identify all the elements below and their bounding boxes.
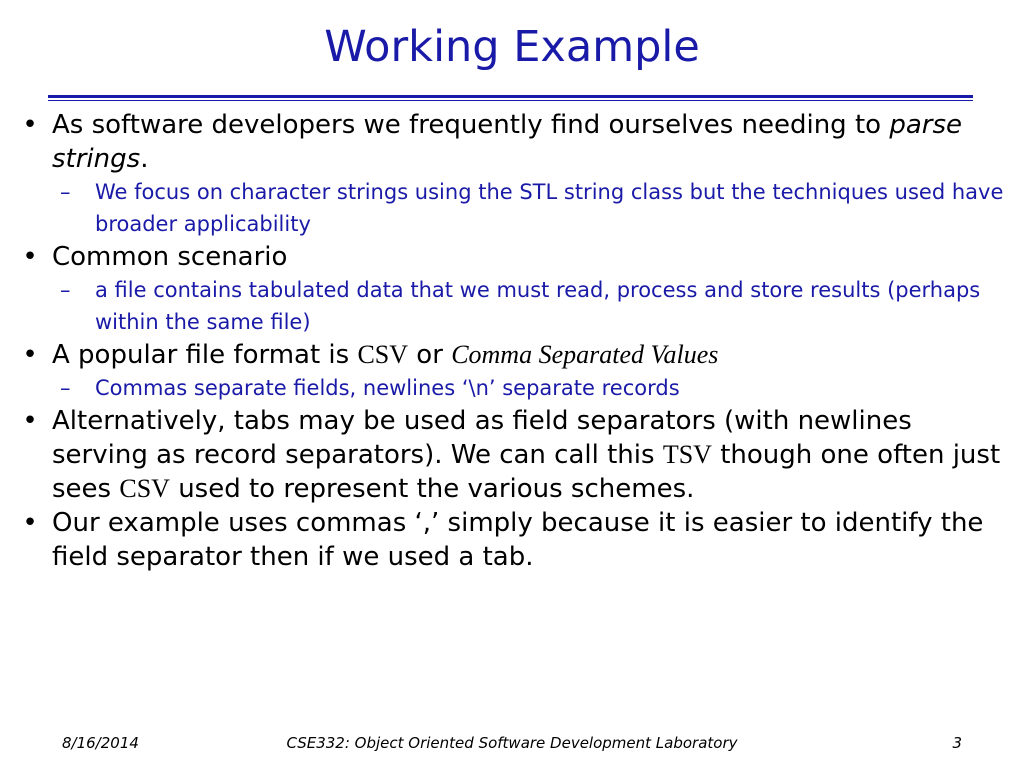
bullet-text: though one often just sees bbox=[52, 440, 1001, 504]
bullet-csv-format bbox=[20, 338, 1010, 372]
sub-bullet-text: Commas separate fields, newlines ‘\n’ separate records bbox=[95, 376, 680, 400]
sub-bullet-glyph: – bbox=[60, 278, 71, 302]
csv-term: CSV bbox=[119, 474, 170, 503]
footer-course-title: CSE332: Object Oriented Software Development Laboratory bbox=[286, 734, 738, 752]
bullet-text: Alternatively, tabs may be used as field separators (with newlines serving as record separators). We can call this bbox=[52, 406, 912, 470]
bullet-glyph: • bbox=[22, 406, 38, 436]
bullet-glyph: • bbox=[22, 242, 38, 272]
sub-bullet-text: a file contains tabulated data that we must read, process and store results (perhaps within the same file) bbox=[95, 278, 981, 334]
bullet-parse-strings bbox=[20, 108, 1010, 176]
sub-bullet-glyph: – bbox=[60, 180, 71, 204]
bullet-tsv-alternative bbox=[20, 404, 1010, 506]
csv-term: CSV bbox=[357, 340, 409, 369]
bullet-glyph: • bbox=[22, 110, 38, 140]
bullet-glyph: • bbox=[22, 508, 38, 538]
sub-bullet-tabulated-data bbox=[20, 274, 1010, 338]
bullet-common-scenario bbox=[20, 240, 1010, 274]
title-divider-thin bbox=[48, 100, 973, 101]
bullet-glyph: • bbox=[22, 340, 38, 370]
bullet-text: or bbox=[408, 340, 452, 370]
slide-body bbox=[20, 108, 1010, 574]
title-divider-thick bbox=[48, 95, 973, 98]
footer-date: 8/16/2014 bbox=[62, 734, 139, 752]
bullet-text: Common scenario bbox=[52, 242, 288, 272]
bullet-text: As software developers we frequently find ourselves needing to bbox=[52, 110, 890, 140]
slide-title: Working Example bbox=[324, 22, 700, 72]
bullet-text: used to represent the various schemes. bbox=[169, 474, 695, 504]
sub-bullet-stl-string bbox=[20, 176, 1010, 240]
footer-page-number: 3 bbox=[952, 734, 962, 752]
sub-bullet-glyph: – bbox=[60, 376, 71, 400]
bullet-commas-example bbox=[20, 506, 1010, 574]
sub-bullet-text: We focus on character strings using the STL string class but the techniques used have broader applicability bbox=[95, 180, 1004, 236]
bullet-text: A popular file format is bbox=[52, 340, 358, 370]
bullet-text: . bbox=[140, 144, 149, 174]
sub-bullet-separators bbox=[20, 372, 1010, 404]
csv-full-name: Comma Separated Values bbox=[451, 340, 719, 369]
bullet-text: Our example uses commas ‘,’ simply because it is easier to identify the field separator then if we used a tab. bbox=[52, 508, 984, 572]
tsv-term: TSV bbox=[662, 440, 712, 469]
bullet-emphasis: parse strings bbox=[52, 110, 962, 174]
